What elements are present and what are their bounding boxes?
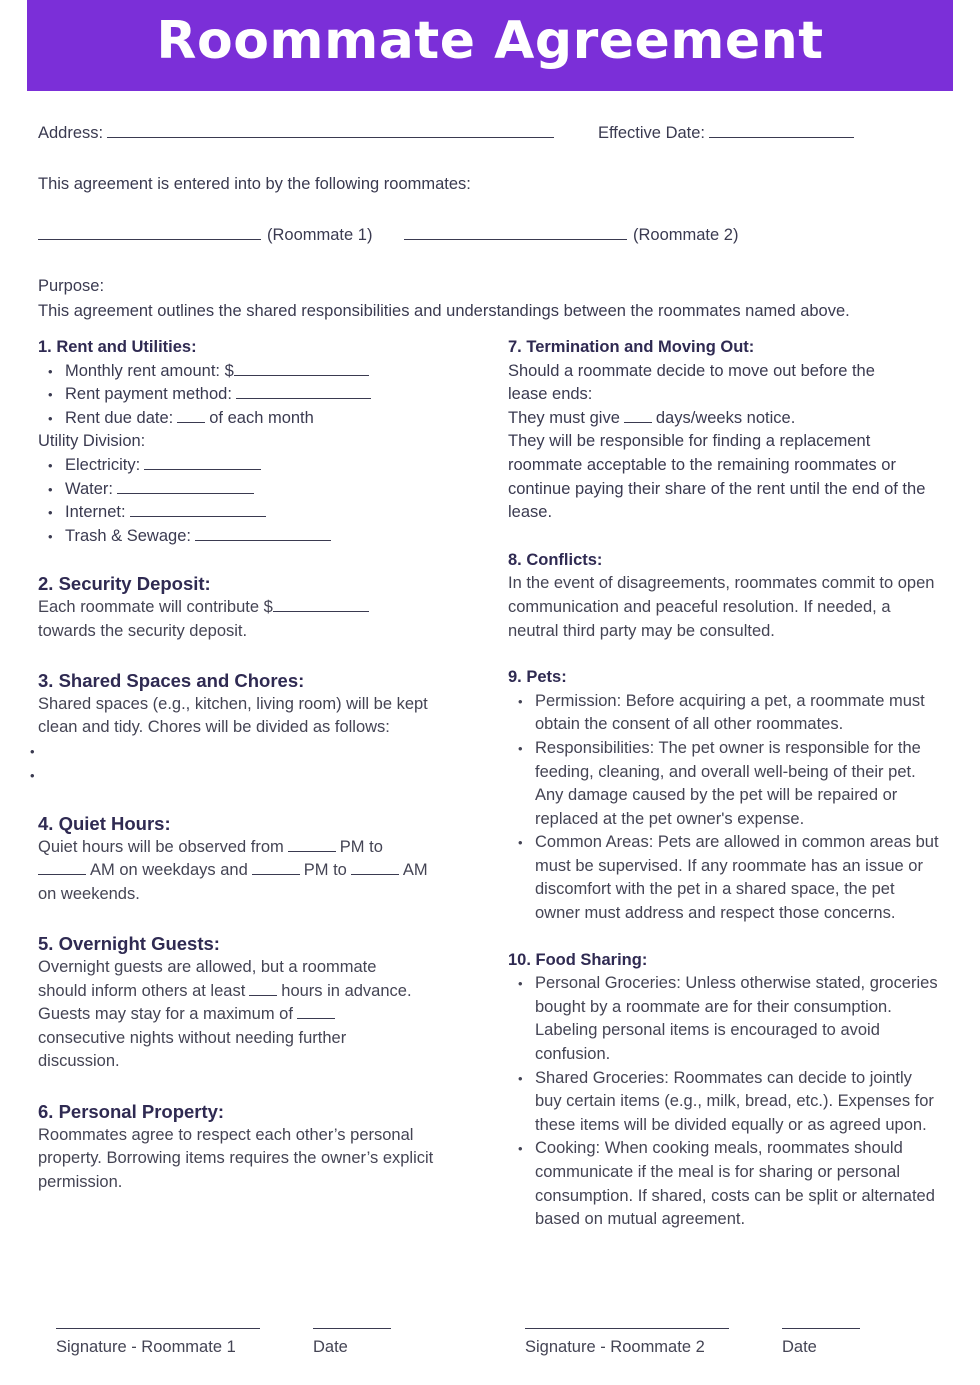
guests-hours-blank[interactable]	[249, 995, 277, 996]
internet-blank[interactable]	[130, 516, 266, 517]
date-line-roommate1[interactable]	[313, 1328, 391, 1329]
date-line-roommate2[interactable]	[782, 1328, 860, 1329]
deposit-text-1: Each roommate will contribute $	[38, 596, 458, 620]
utility-division-label: Utility Division:	[38, 432, 146, 451]
right-column	[508, 336, 940, 1232]
section-property-title: 6. Personal Property:	[38, 1101, 225, 1123]
termination-line-3: They will be responsible for finding a replacement roommate acceptable to the remaining roommates or continue paying their share of the rent until the end of the lease.	[508, 432, 926, 522]
quiet-line-1: Quiet hours will be observed from PM to	[38, 837, 383, 856]
section-deposit-title: 2. Security Deposit:	[38, 573, 211, 595]
roommate2-field	[404, 226, 738, 245]
effective-date-label: Effective Date:	[598, 124, 706, 142]
page-title: Roommate Agreement	[156, 10, 824, 71]
pets-item-permission: • Permission: Before acquiring a pet, a roommate must obtain the consent of all other roommates.	[508, 690, 940, 737]
purpose-label: Purpose:	[38, 277, 105, 295]
effective-date-blank[interactable]	[709, 137, 854, 138]
guests-line-3: Guests may stay for a maximum of	[38, 1003, 458, 1027]
utility-electricity: • Electricity:	[38, 454, 458, 478]
guests-line-1: Overnight guests are allowed, but a roommate	[38, 958, 377, 977]
deposit-text-2: towards the security deposit.	[38, 621, 248, 640]
roommate1-label: (Roommate 1)	[267, 226, 373, 244]
termination-line-1: Should a roommate decide to move out before the lease ends:	[508, 361, 875, 404]
roommate1-blank[interactable]	[38, 239, 261, 240]
rent-due-item: • Rent due date: of each month	[38, 407, 458, 431]
property-text: Roommates agree to respect each other’s personal property. Borrowing items requires the owner’s explicit permission.	[38, 1125, 434, 1191]
rent-due-blank[interactable]	[177, 422, 205, 423]
quiet-weekend-start-blank[interactable]	[252, 874, 300, 875]
section-food-title: 10. Food Sharing:	[508, 950, 648, 969]
quiet-line-3: on weekends.	[38, 884, 140, 903]
section-guests-title: 5. Overnight Guests:	[38, 933, 220, 955]
section-quiet-title: 4. Quiet Hours:	[38, 813, 171, 835]
trash-blank[interactable]	[195, 540, 331, 541]
rent-amount-item: • Monthly rent amount: $	[38, 360, 458, 384]
utility-list	[38, 454, 458, 548]
quiet-line-2: AM on weekdays and PM to AM	[38, 859, 458, 883]
rent-method-blank[interactable]	[236, 398, 371, 399]
rent-method-item: • Rent payment method:	[38, 383, 458, 407]
guests-line-5: discussion.	[38, 1052, 120, 1071]
roommate2-blank[interactable]	[404, 239, 627, 240]
notice-period-blank[interactable]	[624, 422, 652, 423]
section-termination-title: 7. Termination and Moving Out:	[508, 338, 755, 356]
food-item-personal: • Personal Groceries: Unless otherwise stated, groceries bought by a roommate are for their consumption. Labeling personal items is encouraged to avoid confusion.	[508, 972, 940, 1066]
address-blank[interactable]	[107, 137, 554, 138]
food-item-shared: • Shared Groceries: Roommates can decide to jointly buy certain items (e.g., milk, bread, etc.). Expenses for these items will be divided equally or as agreed upon.	[508, 1067, 940, 1138]
guests-line-2: should inform others at least hours in advance.	[38, 981, 412, 1000]
left-column	[38, 336, 458, 1194]
food-list	[508, 972, 940, 1232]
pets-list	[508, 690, 940, 926]
quiet-weekend-end-blank[interactable]	[351, 874, 399, 875]
electricity-blank[interactable]	[144, 469, 261, 470]
signature-label-roommate2: Signature - Roommate 2	[525, 1338, 705, 1356]
date-label-roommate2: Date	[782, 1338, 817, 1356]
chores-list	[20, 740, 458, 787]
section-rent-title: 1. Rent and Utilities:	[38, 338, 197, 356]
date-label-roommate1: Date	[313, 1338, 348, 1356]
chore-item	[20, 740, 458, 764]
utility-trash: • Trash & Sewage:	[38, 525, 458, 549]
rent-amount-blank[interactable]	[234, 375, 369, 376]
termination-line-2: They must give days/weeks notice.	[508, 408, 796, 427]
water-blank[interactable]	[117, 493, 254, 494]
signature-line-roommate1[interactable]	[56, 1328, 260, 1329]
effective-date-field	[598, 124, 854, 143]
conflicts-text: In the event of disagreements, roommates commit to open communication and peaceful resolution. If needed, a neutral third party may be consulted.	[508, 574, 935, 640]
purpose-text: This agreement outlines the shared responsibilities and understandings between the roommates named above.	[38, 302, 850, 320]
quiet-end-blank[interactable]	[38, 874, 86, 875]
signature-label-roommate1: Signature - Roommate 1	[56, 1338, 236, 1356]
food-item-cooking: • Cooking: When cooking meals, roommates should communicate if the meal is for sharing or personal consumption. If shared, costs can be split or alternated based on mutual agreement.	[508, 1137, 940, 1231]
chore-item	[20, 764, 458, 788]
deposit-blank[interactable]	[273, 611, 369, 612]
utility-internet: • Internet:	[38, 501, 458, 525]
roommate1-field	[38, 226, 372, 245]
header-bar	[27, 0, 953, 91]
address-field	[38, 124, 554, 143]
section-chores-title: 3. Shared Spaces and Chores:	[38, 670, 305, 692]
signature-line-roommate2[interactable]	[525, 1328, 729, 1329]
guests-nights-blank[interactable]	[297, 1018, 335, 1019]
section-pets-title: 9. Pets:	[508, 668, 567, 687]
pets-item-common-areas: • Common Areas: Pets are allowed in common areas but must be supervised. If any roommate has an issue or discomfort with the pet in a shared space, the pet owner must address and respect those concerns.	[508, 831, 940, 925]
utility-water: • Water:	[38, 478, 458, 502]
pets-item-responsibilities: • Responsibilities: The pet owner is responsible for the feeding, cleaning, and overall well-being of their pet. Any damage caused by the pet will be repaired or replaced at the pet owner's expense.	[508, 737, 940, 831]
rent-list	[38, 360, 458, 431]
section-conflicts-title: 8. Conflicts:	[508, 550, 603, 569]
chores-text: Shared spaces (e.g., kitchen, living room) will be kept clean and tidy. Chores will be divided as follows:	[38, 694, 428, 737]
intro-text: This agreement is entered into by the following roommates:	[38, 175, 471, 193]
guests-line-4: consecutive nights without needing further	[38, 1028, 347, 1047]
address-label: Address:	[38, 124, 104, 142]
quiet-start-blank[interactable]	[288, 851, 336, 852]
roommate2-label: (Roommate 2)	[633, 226, 739, 244]
